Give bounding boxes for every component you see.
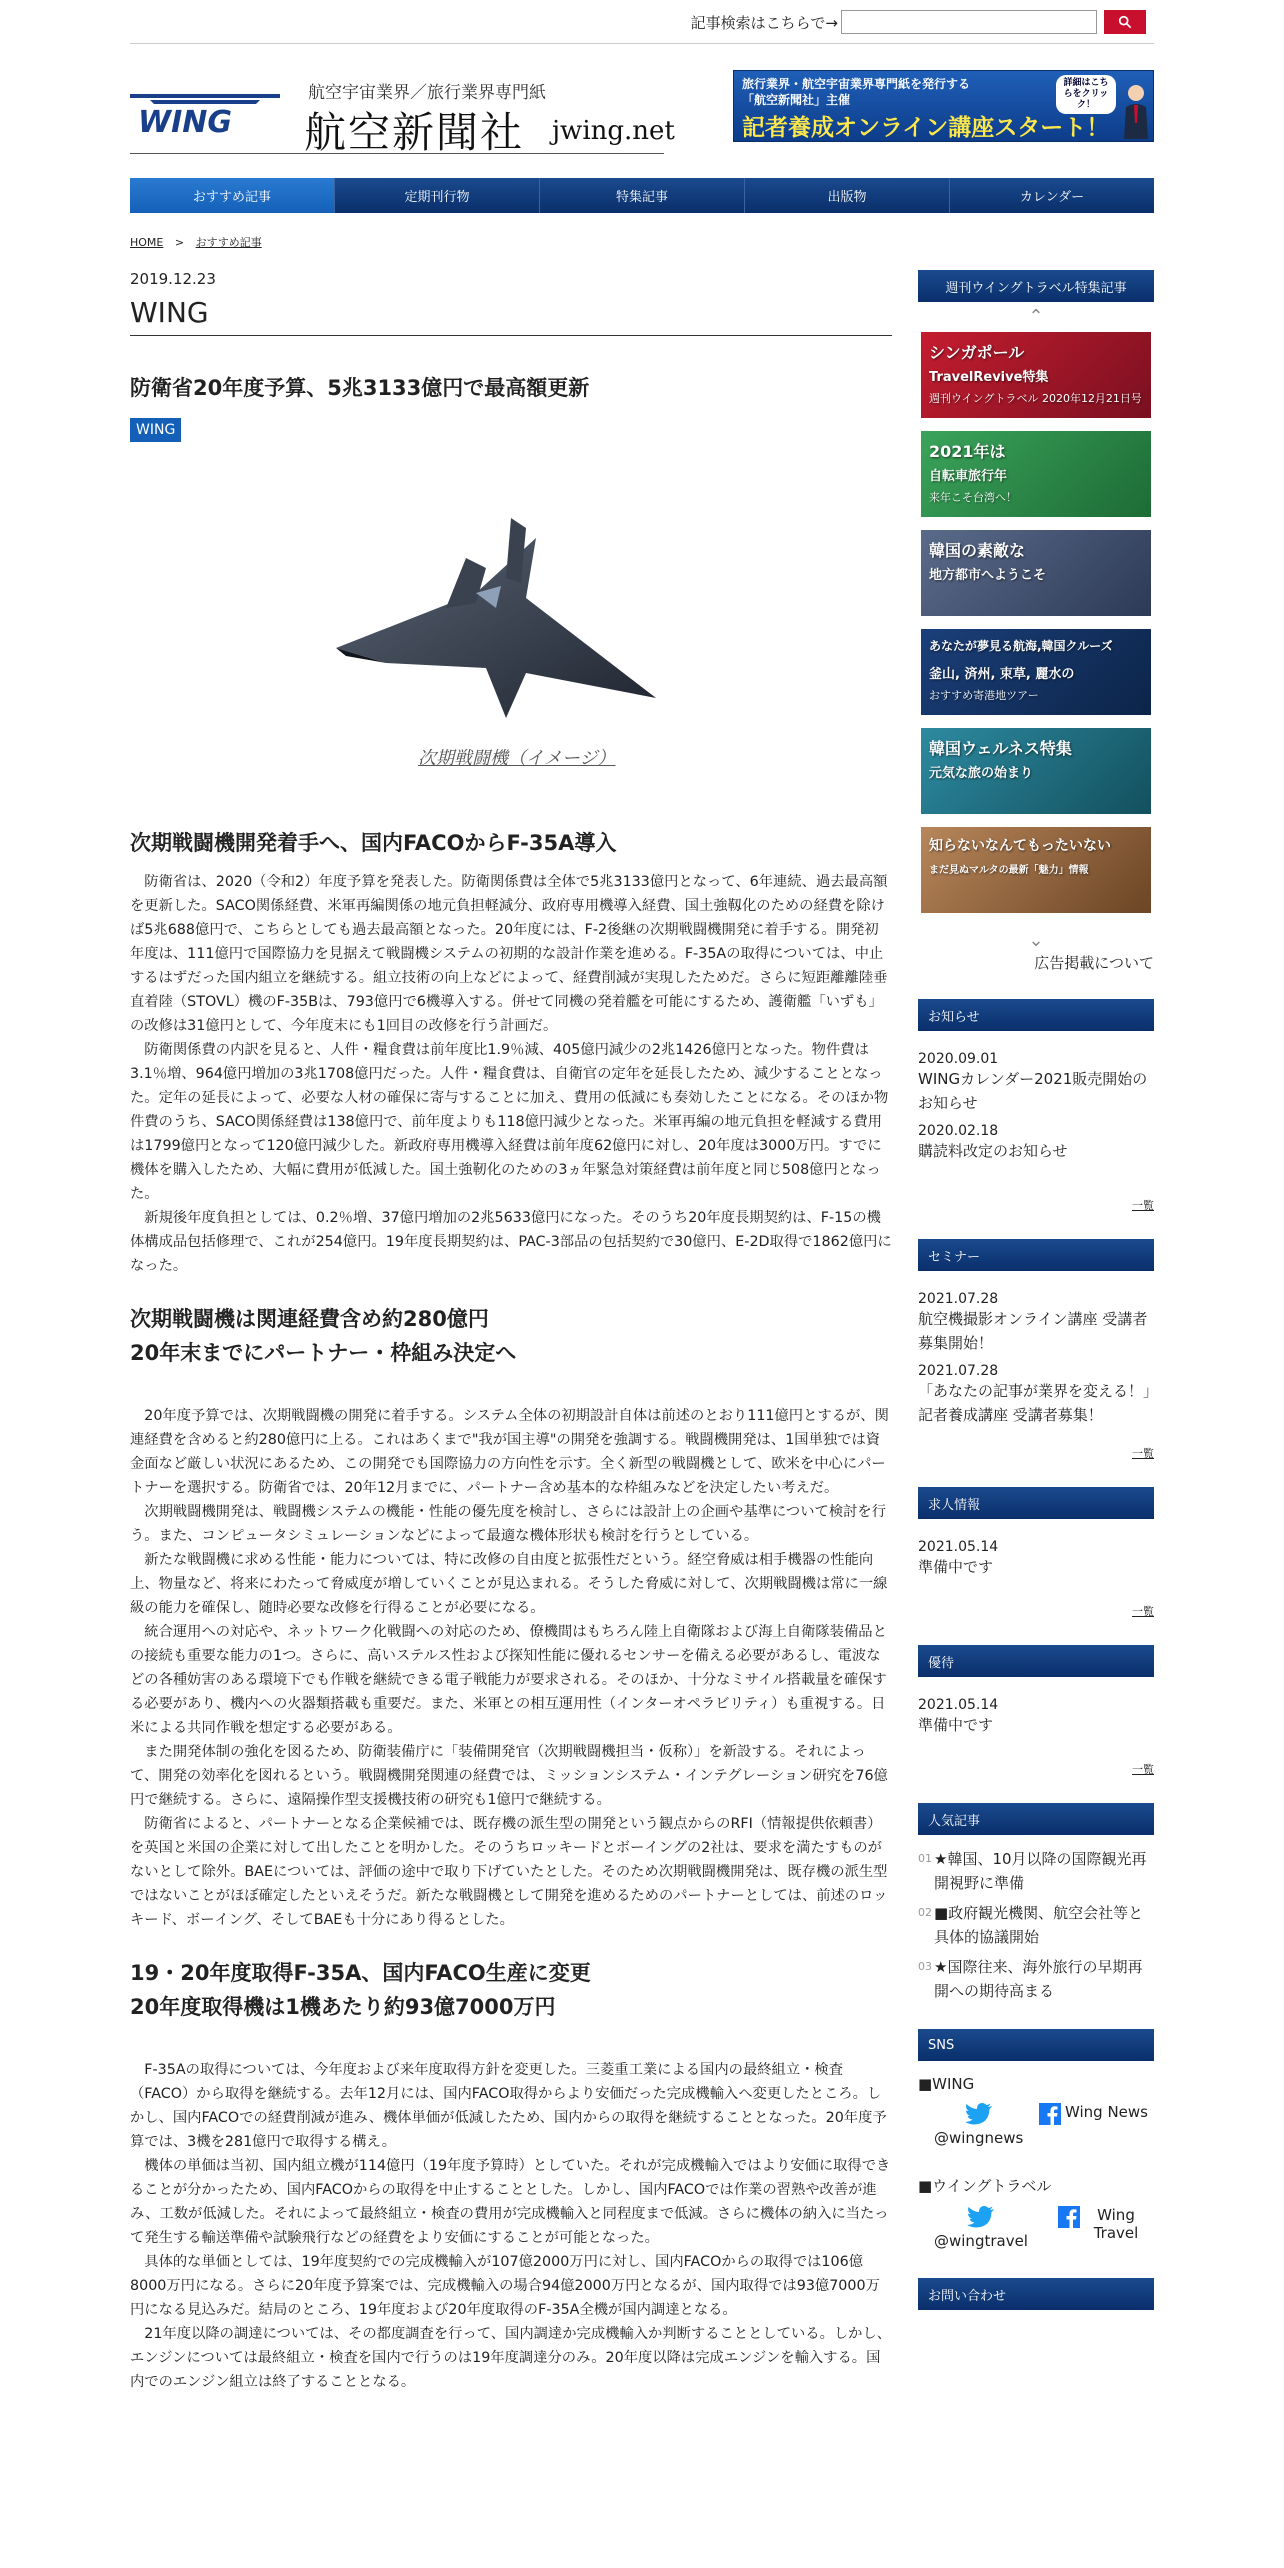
search-label: 記事検索はこちらで→ xyxy=(690,14,838,32)
carousel-down-icon[interactable]: ⌄ xyxy=(1028,930,1044,951)
section-heading-2: 次期戦闘機は関連経費含め約280億円 20年末までにパートナー・枠組み決定へ xyxy=(130,1307,517,1365)
sidebar-feature-head: 週刊ウイングトラベル特集記事 xyxy=(918,270,1154,302)
fighter-jet-image xyxy=(326,498,666,738)
sidebar-benefits-head: 優待 xyxy=(918,1645,1154,1677)
logo-url: jwing.net xyxy=(552,116,675,146)
sns-wing-label: ■WING xyxy=(918,2075,975,2093)
seminar-link[interactable]: 「あなたの記事が業界を変える！」記者養成講座 受講者募集！ xyxy=(918,1382,1151,1424)
section-body-1: 防衛省は、2020（令和2）年度予算を発表した。防衛関係費は全体で5兆3133億円となって、6年連続、過去最高額を更新した。SACO関係経費、米軍再編関係の地元負担軽減分、政府専用機導入経費、国土強靱化のための経費を除けば5兆688億円で、こちらとしても過去最高額となった。20年度には、F-2後継の次期戦闘機開発に着手する。開発初年度は、111億円で国際協力を見据えて戦闘機システムの初期的な設計作業を進める。F-35Aの取得については、中止するはずだった国内組立を継続する。組立技術の向上などによって、経費削減が実現したためだ。さらに短距離離陸垂直着陸（STOVL）機のF-35Bは、793億円で6機導入する。併せて同機の発着艦を可能にするため、護衛艦「いずも」の改修は31億円として、今年度末にも1回目の改修を行う計画だ。 防衛関係費の内訳を見ると、人件・糧食費は前年度比1.9％減、405億円減少の2兆1426億円となった。物件費は3.1％増、964億円増加の3兆1708億円だった。人件・糧食費は、自衛官の定年を延長したため、減少することとなった。定年の延長によって、必要な人材の確保に寄与することに加え、費用の低減にも奏効したことになる。そのほか物件費のうち、SACO関係経費は138億円で、前年度よりも118億円減少となった。米軍再編の地元負担を軽減する費用は1799億円となって120億円減少した。新政府専用機導入経費は前年度62億円に対し、20年度は3000万円。すでに機体を購入したため、大幅に費用が低減した。国土強靭化のための3ヵ年緊急対策経費は前年度と同じ508億円となった。 新規後年度負担としては、0.2％増、37億円増加の2兆5633億円になった。そのうち20年度長期契約は、F-15の機体構成品包括修理で、これが254億円。19年度長期契約は、PAC-3部品の包括契約で30億円、E-2D取得で1862億円になった。 xyxy=(130,874,892,1274)
breadcrumb xyxy=(130,234,262,250)
logo-wing-text: WING xyxy=(138,105,232,136)
banner-line1: 旅行業界・航空宇宙業界専門紙を発行する xyxy=(742,77,971,91)
logo-title: 航空新聞社 xyxy=(304,108,525,157)
category-tag[interactable]: WING xyxy=(130,418,181,442)
top-search-bar xyxy=(130,0,1154,44)
article-title: 防衛省20年度予算、5兆3133億円で最高額更新 xyxy=(130,376,590,400)
section-heading-1: 次期戦闘機開発着手へ、国内FACOからF-35A導入 xyxy=(130,831,617,855)
person-illustration-icon xyxy=(1122,83,1150,139)
seminar-date: 2021.07.28 xyxy=(918,1291,999,1307)
wing-logo-icon xyxy=(130,86,280,136)
facebook-icon xyxy=(1039,2103,1061,2125)
jobs-link[interactable]: 準備中です xyxy=(918,1558,994,1576)
seminar-date: 2021.07.28 xyxy=(918,1363,999,1379)
seminar-list xyxy=(918,1271,1154,1427)
banner-line3: 記者養成オンライン講座スタート！ xyxy=(742,115,1110,141)
notice-more-link[interactable]: 一覧 xyxy=(1132,1199,1154,1212)
nav-item-recommended[interactable]: おすすめ記事 xyxy=(130,178,335,213)
nav-item-calendar[interactable]: カレンダー xyxy=(1019,190,1085,205)
jobs-more-link[interactable]: 一覧 xyxy=(1132,1605,1154,1618)
notice-link[interactable]: 購読料改定のお知らせ xyxy=(918,1142,1068,1160)
seminar-link[interactable]: 航空機撮影オンライン講座 受講者募集開始！ xyxy=(918,1310,1148,1352)
nav-item-periodicals[interactable]: 定期刊行物 xyxy=(335,178,540,213)
feature-banner-2[interactable]: 2021年は 自転車旅行年 来年こそ台湾へ！ xyxy=(921,431,1151,517)
seminar-more-link[interactable]: 一覧 xyxy=(1132,1447,1154,1460)
sns-travel-label: ■ウイングトラベル xyxy=(918,2177,1052,2195)
notice-date: 2020.09.01 xyxy=(918,1051,999,1067)
ad-info-link[interactable]: 広告掲載について xyxy=(1034,954,1154,972)
sidebar xyxy=(918,270,1154,2310)
facebook-travel-link[interactable]: Wing Travel xyxy=(1058,2206,1148,2250)
twitter-travel-link[interactable]: @wingtravel xyxy=(934,2206,1028,2250)
banner-bubble: 詳細はこちらをクリック！ xyxy=(1056,75,1116,114)
article-main xyxy=(130,270,892,2394)
sidebar-jobs-head: 求人情報 xyxy=(918,1487,1154,1519)
ranking-list xyxy=(918,1835,1154,2003)
search-button[interactable] xyxy=(1104,10,1146,34)
header-banner-ad[interactable] xyxy=(733,70,1154,142)
banner-line2: 「航空新聞社」主催 xyxy=(742,93,851,107)
feature-banner-1[interactable]: シンガポール TravelRevive特集 週刊ウイングトラベル 2020年12月21日号 xyxy=(921,332,1151,418)
twitter-icon xyxy=(965,2103,993,2127)
notice-date: 2020.02.18 xyxy=(918,1123,999,1139)
benefits-link[interactable]: 準備中です xyxy=(918,1716,994,1734)
nav-item-features[interactable]: 特集記事 xyxy=(540,178,745,213)
breadcrumb-separator: > xyxy=(174,236,185,249)
search-input[interactable] xyxy=(841,10,1097,34)
facebook-wing-link[interactable]: Wing News xyxy=(1039,2103,1148,2147)
benefits-date: 2021.05.14 xyxy=(918,1697,999,1713)
section-body-3: F-35Aの取得については、今年度および来年度取得方針を変更した。三菱重工業による国内の最終組立・検査（FACO）から取得を継続する。去年12月には、国内FACO取得からより安価だった完成機輸入へ変更したところ。しかし、国内FACOでの経費削減が進み、機体単価が低減したため、国内からの取得を継続することとなった。20年度予算では、3機を281億円で取得する構え。 機体の単価は当初、国内組立機が114億円（19年度予算時）としていた。それが完成機輸入ではより安価に取得できることが分かったため、国内FACOからの取得を中止することとした。しかし、国内FACOでは作業の習熟や改善が進み、工数が低減した。それによって最終組立・検査の費用が完成機輸入と同程度まで低減。さらに機体の納入に当たって発生する輸送準備や試験飛行などの経費をより安価にすることが可能となった。 具体的な単価としては、19年度契約での完成機輸入が107億2000万円に対し、国内FACOからの取得では106億8000万円になる。さらに20年度予算案では、完成機輸入の場合94億2000万円となるが、国内取得では93億7000万円になる見込みだ。結局のところ、19年度および20年度取得のF-35A全機が国内調達となる。 21年度以降の調達については、その都度調査を行って、国内調達か完成機輸入か判断することとしている。しかし、エンジンについては最終組立・検査を国内で行うのは19年度調達分のみ。20年度以降は完成エンジンを輸入する。国内でのエンジン組立は終了することとなる。 xyxy=(130,2062,892,2390)
feature-banner-5[interactable]: 韓国ウェルネス特集 元気な旅の始まり xyxy=(921,728,1151,814)
twitter-icon xyxy=(967,2206,995,2230)
benefits-list xyxy=(918,1677,1154,1737)
sidebar-ranking-head: 人気記事 xyxy=(918,1803,1154,1835)
feature-banner-3[interactable]: 韓国の素敵な 地方都市へようこそ xyxy=(921,530,1151,616)
twitter-wing-link[interactable]: @wingnews xyxy=(934,2103,1023,2147)
sns-block xyxy=(918,2061,1154,2250)
ranking-item[interactable]: 03 ★国際往来、海外旅行の早期再開への期待高まる xyxy=(918,1958,1143,2000)
section-body-2: 20年度予算では、次期戦闘機の開発に着手する。システム全体の初期設計自体は前述のとおり111億円とするが、関連経費を含めると約280億円に上る。これはあくまで"我が国主導"の開発を強調する。戦闘機開発は、1国単独では資金面など厳しい状況にあるため、この開発でも国際協力の方向性を示す。全く新型の戦闘機として、欧米を中心にパートナーを選択する。防衛省では、20年12月までに、パートナー含め基本的な枠組みなどを決定したい考えだ。 次期戦闘機開発は、戦闘機システムの機能・性能の優先度を検討し、さらには設計上の企画や基準について検討を行う。また、コンピュータシミュレーションなどによって最適な機体形状も検討を行うとしている。 新たな戦闘機に求める性能・能力については、特に改修の自由度と拡張性だという。経空脅威は相手機器の性能向上、物量など、将来にわたって脅威度が増していくことが見込まれる。そうした脅威に対して、次期戦闘機は常に一線級の能力を確保し、随時必要な改修を行得ることが必要になる。 統合運用への対応や、ネットワーク化戦闘への対応のため、僚機間はもちろん陸上自衛隊および海上自衛隊装備品との接続も重要な能力の1つ。さらに、高いステルス性および探知性能に優れるセンサーを備える必要があるし、電波などの各種妨害のある環境下でも作戦を継続できる電子戦能力が要求される。そのほか、十分なミサイル搭載量を確保する必要があり、機内への火器類搭載も重要だ。また、米軍との相互運用性（インターオペラビリティ）も重視する。日米による共同作戦を想定する必要がある。 また開発体制の強化を図るため、防衛装備庁に「装備開発官（次期戦闘機担当・仮称）」を新設する。それによって、開発の効率化を図れるという。戦闘機開発関連の経費では、ミッションシステム・インテグレーション研究を76億円で継続する。さらに、遠隔操作型支援機技術の研究も1億円で継続する。 防衛省によると、パートナーとなる企業候補では、既存機の派生型の開発という観点からのRFI（情報提供依頼書）を英国と米国の企業に対して出したことを明かした。そのうちロッキードとボーイングの2社は、要求を満たすものがないとして除外。BAEについては、評価の途中で取り下げていたとした。そのため次期戦闘機開発は、既存機の派生型ではないことがほぼ確定したといえそうだ。新たな戦闘機として開発を進めるためのパートナーとしては、前述のロッキード、ボーイング、そしてBAEも十分にあり得るとした。 xyxy=(130,1408,889,1928)
notice-link[interactable]: WINGカレンダー2021販売開始のお知らせ xyxy=(918,1070,1148,1112)
sidebar-contact-head: お問い合わせ xyxy=(918,2278,1154,2310)
notice-list xyxy=(918,1031,1154,1163)
ranking-item[interactable]: 02 ■政府観光機関、航空会社等と具体的協議開始 xyxy=(918,1904,1144,1946)
benefits-more-link[interactable]: 一覧 xyxy=(1132,1763,1154,1776)
nav-item-publications[interactable]: 出版物 xyxy=(745,178,950,213)
carousel-up-icon[interactable]: ⌃ xyxy=(1028,306,1044,327)
section-heading-3: 19・20年度取得F-35A、国内FACO生産に変更 20年度取得機は1機あたり約93億7000万円 xyxy=(130,1961,591,2019)
feature-banner-4[interactable]: あなたが夢見る航海,韓国クルーズ 釜山, 済州, 束草, 麗水の おすすめ寄港地ツアー xyxy=(921,629,1151,715)
sidebar-seminar-head: セミナー xyxy=(918,1239,1154,1271)
article-figure xyxy=(130,462,892,802)
sidebar-sns-head: SNS xyxy=(918,2029,1154,2061)
ranking-item[interactable]: 01 ★韓国、10月以降の国際観光再開視野に準備 xyxy=(918,1850,1147,1892)
feature-banner-6[interactable]: 知らないなんてもったいない まだ見ぬマルタの最新「魅力」情報 xyxy=(921,827,1151,913)
site-logo[interactable] xyxy=(130,70,675,157)
category-title: WING xyxy=(130,296,892,336)
main-nav xyxy=(130,178,1154,213)
jobs-date: 2021.05.14 xyxy=(918,1539,999,1555)
article-date: 2019.12.23 xyxy=(130,270,216,288)
breadcrumb-home[interactable]: HOME xyxy=(130,236,164,249)
facebook-icon xyxy=(1058,2206,1080,2228)
figure-caption: 次期戦闘機（イメージ） xyxy=(418,748,616,769)
search-icon xyxy=(1118,15,1132,29)
sidebar-notice-head: お知らせ xyxy=(918,999,1154,1031)
breadcrumb-current[interactable]: おすすめ記事 xyxy=(195,236,262,249)
site-header xyxy=(130,60,1154,160)
logo-subtitle: 航空宇宙業界／旅行業界専門紙 xyxy=(308,83,546,103)
jobs-list xyxy=(918,1519,1154,1579)
